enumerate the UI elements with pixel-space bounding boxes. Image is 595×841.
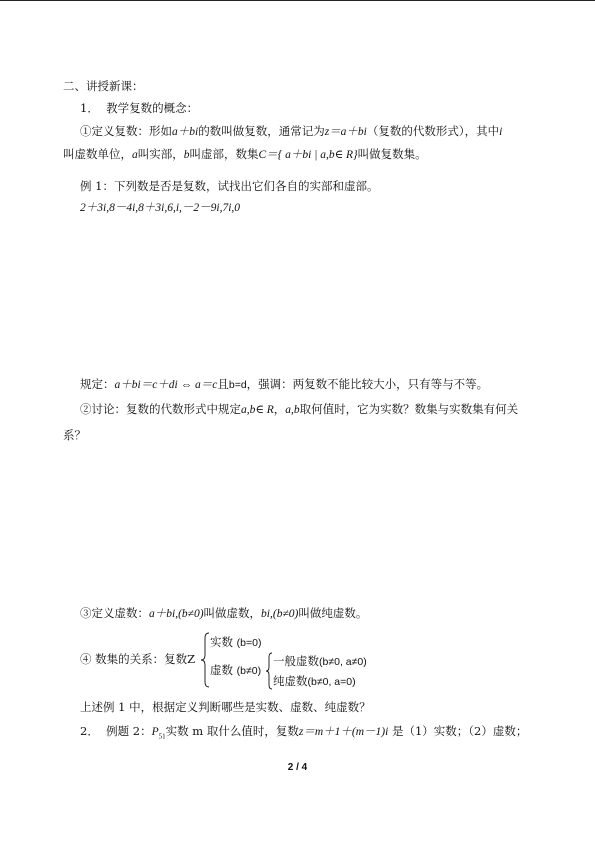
relation-imag-cond: (b≠0) (236, 665, 262, 677)
relation-pure-label: 纯虚数 (273, 674, 308, 688)
item-1-number: 1． (80, 101, 99, 115)
def2-prefix: ③定义虚数： (80, 606, 149, 620)
discuss-sep: ， (273, 402, 286, 416)
relation-root: 复数Z (164, 652, 196, 666)
def1-mid2: （复数的代数形式），其中 (366, 124, 500, 138)
discussion-line1 (80, 401, 518, 418)
item-1-title: 教学复数的概念： (106, 101, 199, 115)
item-2-label: 例题 2： (106, 724, 152, 738)
example-1-prompt (80, 178, 378, 194)
item-2-line (80, 723, 527, 744)
relation-real-label: 实数 (210, 635, 233, 649)
relation-imag (210, 662, 261, 679)
def1-expr-z: z＝a＋bi (324, 126, 367, 138)
relation-label-text: ④ 数集的关系： (80, 652, 165, 666)
relation-label (80, 651, 195, 667)
item-2-text1: 实数 m 取什么值时，复数 (165, 724, 299, 738)
def1-line2-c: 叫虚部，数集 (189, 147, 259, 161)
discuss-expr2: a,b (285, 404, 300, 416)
def2-expr2: bi,(b≠0) (261, 608, 299, 620)
item-2-number: 2． (80, 724, 99, 738)
relation-real (210, 634, 261, 651)
def1-line2-d: 叫做复数集。 (357, 147, 427, 161)
item-2-ref: P (151, 726, 159, 738)
def1-prefix: ①定义复数：形如 (80, 124, 172, 138)
def1-line2-a: 叫虚数单位， (63, 147, 132, 161)
definition-complex-line1 (80, 123, 502, 140)
relation-real-cond: (b=0) (236, 637, 262, 649)
outer-brace-icon (200, 632, 210, 688)
item-2-expr: z＝m＋1＋(m－1)i (298, 726, 389, 738)
rule-text: ，强调：两复数不能比较大小，只有等与不等。 (246, 377, 489, 391)
relation-pure-imaginary (273, 673, 356, 690)
relation-general-imaginary (273, 653, 367, 670)
discuss-line2-text: 系？ (63, 428, 86, 442)
definition-complex-line2 (63, 146, 427, 163)
item-2-ref-sub: 51 (158, 732, 166, 741)
def1-expr-a-plus-bi: a＋bi (172, 126, 199, 138)
example-1-list-text: 2＋3i,8－4i,8＋3i,6,i,－2－9i,7i,0 (80, 202, 241, 214)
item-2-text2: 是（1）实数；（2）虚数； (391, 724, 528, 738)
def1-line2-b: 叫实部， (137, 147, 184, 161)
section-heading (63, 78, 144, 94)
discuss-text: 取何值时，它为实数？数集与实数集有何关 (299, 402, 519, 416)
def2-suffix: 叫做纯虚数。 (298, 606, 368, 620)
rule-label: 规定： (80, 377, 115, 391)
discuss-expr1: a,b∈ R (241, 404, 274, 416)
example-1-list (80, 199, 240, 216)
section-heading-text: 二、讲授新课： (63, 79, 144, 93)
relation-general-cond: (b≠0, a≠0) (319, 656, 367, 668)
rule-cond: b=d (228, 379, 247, 391)
rule-expr: a＋bi＝c＋di ⇔ a＝c (114, 379, 218, 391)
example-1-prompt-text: 例 1：下列数是否是复数，试找出它们各自的实部和虚部。 (80, 179, 379, 193)
discuss-prefix: ②讨论：复数的代数形式中规定 (80, 402, 241, 416)
inner-brace-icon (265, 652, 273, 690)
rule-line (80, 376, 488, 393)
item-1-heading (80, 100, 198, 116)
def1-var-a: a (132, 149, 138, 161)
relation-imag-label: 虚数 (210, 663, 233, 677)
relation-pure-cond: (b≠0, a=0) (307, 676, 356, 688)
def2-mid: 叫做虚数， (203, 606, 262, 620)
def1-var-i: i (499, 126, 503, 138)
rule-cond-prefix: 且 (217, 377, 229, 391)
definition-imaginary (80, 605, 367, 622)
def1-var-b: b (183, 149, 190, 161)
followup-text: 上述例 1 中，根据定义判断哪些是实数、虚数、纯虚数？ (80, 700, 371, 714)
def2-expr1: a＋bi,(b≠0) (149, 608, 204, 620)
discussion-line2 (63, 427, 86, 443)
page-number: 2 / 4 (287, 762, 308, 773)
relation-general-label: 一般虚数 (273, 654, 319, 668)
def1-mid1: 的数叫做复数，通常记为 (198, 124, 325, 138)
header-rule (0, 0, 595, 1)
followup-question (80, 699, 371, 715)
def1-set-expr: C＝{ a＋bi | a,b∈ R} (258, 149, 358, 161)
